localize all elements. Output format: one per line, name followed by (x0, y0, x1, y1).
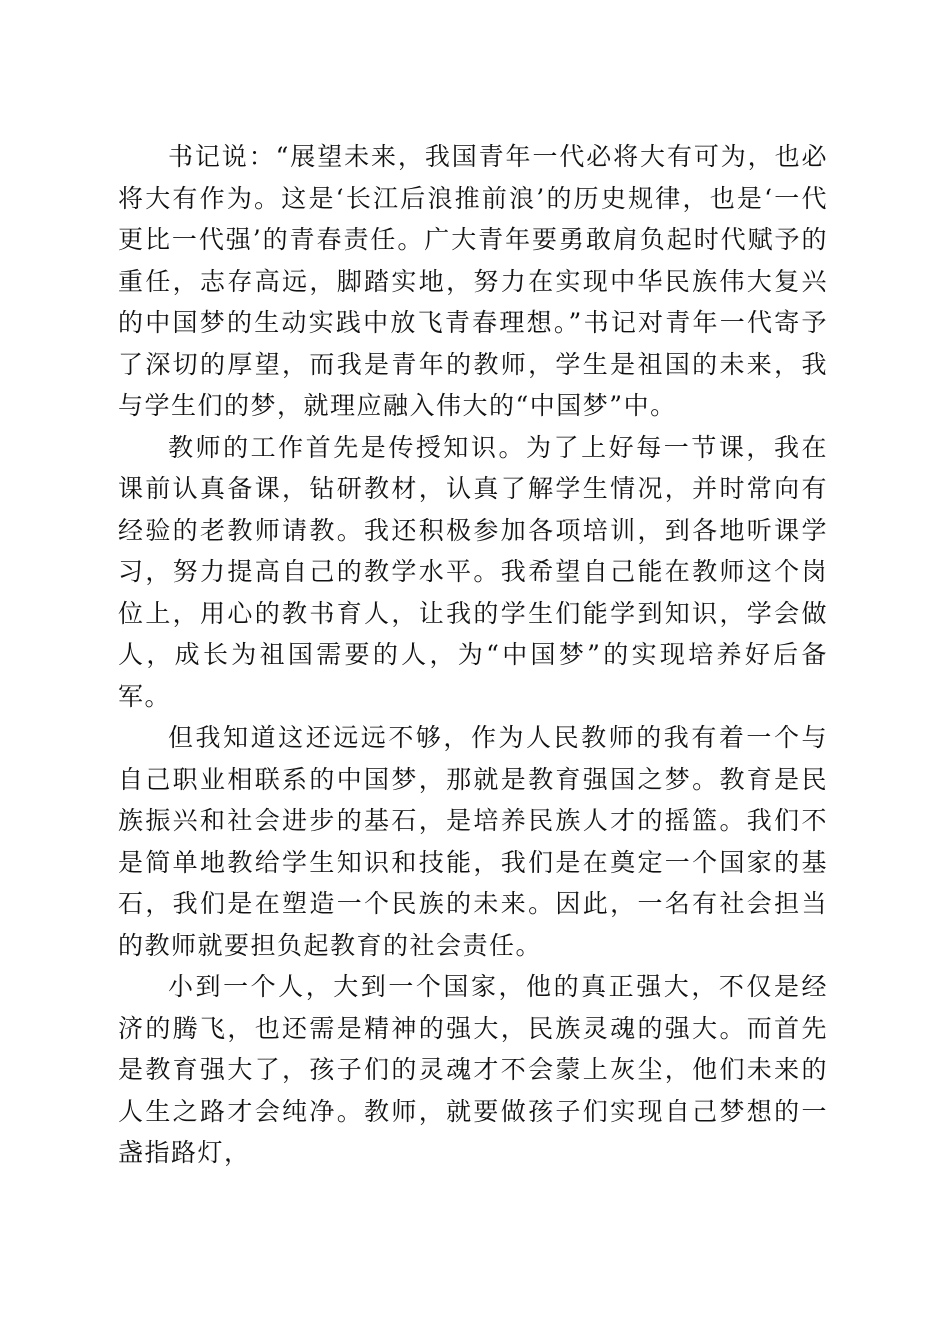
paragraph: 但我知道这还远远不够，作为人民教师的我有着一个与自己职业相联系的中国梦，那就是教育强国之梦。教育是民族振兴和社会进步的基石，是培养民族人才的摇篮。我们不是简单地教给学生知识和技能，我们是在奠定一个国家的基石，我们是在塑造一个民族的未来。因此，一名有社会担当的教师就要担负起教育的社会责任。 (118, 723, 828, 960)
paragraph: 小到一个人，大到一个国家，他的真正强大，不仅是经济的腾飞，也还需是精神的强大，民族灵魂的强大。而首先是教育强大了，孩子们的灵魂才不会蒙上灰尘，他们未来的人生之路才会纯净。教师，就要做孩子们实现自己梦想的一盏指路灯， (118, 972, 828, 1167)
paragraph: 教师的工作首先是传授知识。为了上好每一节课，我在课前认真备课，钻研教材，认真了解学生情况，并时常向有经验的老教师请教。我还积极参加各项培训，到各地听课学习，努力提高自己的教学水平。我希望自己能在教师这个岗位上，用心的教书育人，让我的学生们能学到知识，学会做人，成长为祖国需要的人，为“中国梦”的实现培养好后备军。 (118, 432, 828, 711)
document-body (118, 136, 828, 1174)
paragraph: 书记说：“展望未来，我国青年一代必将大有可为，也必将大有作为。这是‘长江后浪推前浪’的历史规律，也是‘一代更比一代强’的青春责任。广大青年要勇敢肩负起时代赋予的重任，志存高远，脚踏实地，努力在实现中华民族伟大复兴的中国梦的生动实践中放飞青春理想。”书记对青年一代寄予了深切的厚望，而我是青年的教师，学生是祖国的未来，我与学生们的梦，就理应融入伟大的“中国梦”中。 (118, 142, 828, 420)
